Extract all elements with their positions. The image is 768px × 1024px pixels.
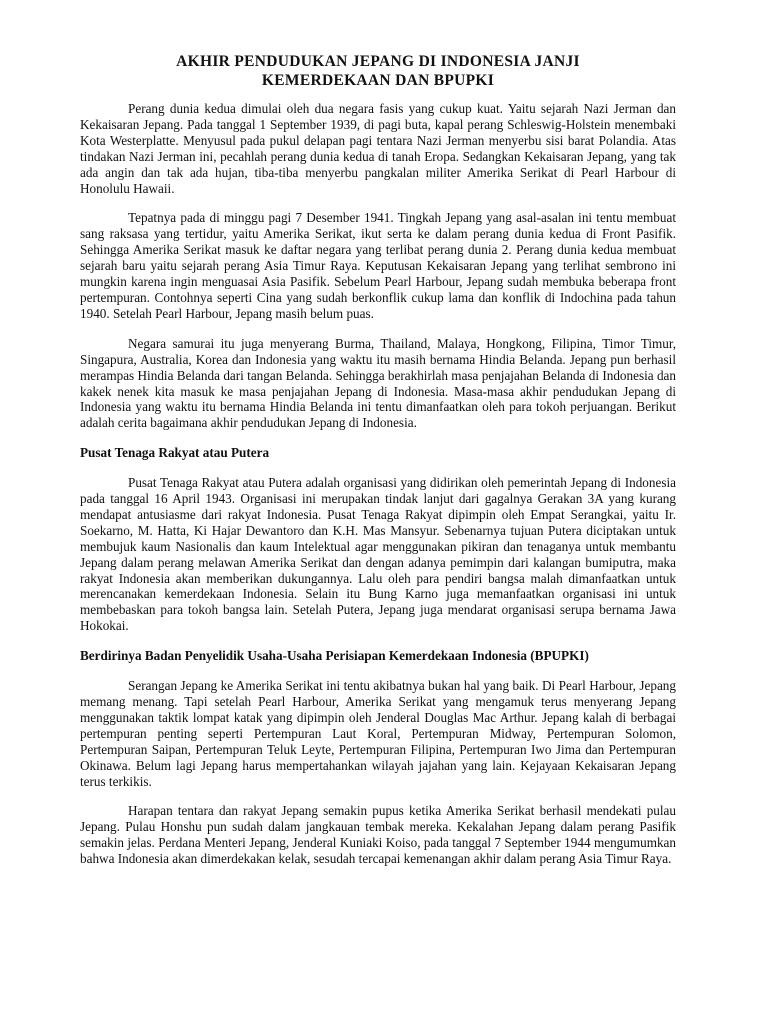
page-title [80,52,676,90]
paragraph-putera: Pusat Tenaga Rakyat atau Putera adalah organisasi yang didirikan oleh pemerintah Jepang di Indonesia pada tanggal 16 April 1943. Organisasi ini merupakan tindak lanjut dari gagalnya Gerakan 3A yang kurang mendapat antusiasme dari rakyat Indonesia. Pusat Tenaga Rakyat dipimpin oleh Empat Serangkai, yaitu Ir. Soekarno, M. Hatta, Ki Hajar Dewantoro dan K.H. Mas Mansyur. Sebenarnya tujuan Putera diciptakan untuk membujuk kaum Nasionalis dan kaum Intelektual agar menggunakan pikiran dan tenaganya untuk membantu Jepang dalam perang melawan Amerika Serikat dan dengan adanya pemimpin dari kalangan bumiputra, maka rakyat Indonesia akan memberikan dukungannya. Lalu oleh para pendiri bangsa malah dimanfaatkan untuk merencanakan kemerdekaan Indonesia. Selain itu Bung Karno juga memanfaatkan organisasi ini untuk membebaskan para tokoh bangsa lain. Setelah Putera, Jepang juga mendarat organisasi serupa bernama Jawa Hokokai. [80,475,676,634]
paragraph-bpupki-1: Serangan Jepang ke Amerika Serikat ini tentu akibatnya bukan hal yang baik. Di Pearl Harbour, Jepang memang menang. Tapi setelah Pearl Harbour, Amerika Serikat yang mengamuk terus menyerang Jepang menggunakan taktik lompat katak yang dipimpin oleh Jenderal Douglas Mac Arthur. Jepang kalah di berbagai pertempuran penting seperti Pertempuran Laut Koral, Pertempuran Midway, Pertempuran Solomon, Pertempuran Saipan, Pertempuran Teluk Leyte, Pertempuran Filipina, Pertempuran Iwo Jima dan Pertempuran Okinawa. Belum lagi Jepang harus mempertahankan wilayah jajahan yang lain. Kejayaan Kekaisaran Jepang terus terkikis. [80,678,676,789]
paragraph-bpupki-2: Harapan tentara dan rakyat Jepang semakin pupus ketika Amerika Serikat berhasil mendekati pulau Jepang. Pulau Honshu pun sudah dalam jangkauan tembak mereka. Kekalahan Jepang dalam perang Pasifik semakin jelas. Perdana Menteri Jepang, Jenderal Kuniaki Koiso, pada tanggal 7 September 1944 mengumumkan bahwa Indonesia akan dimerdekakan kelak, sesudah tercapai kemenangan akhir dalam perang Asia Timur Raya. [80,803,676,867]
title-line-2: KEMERDEKAAN DAN BPUPKI [261,72,495,89]
section-heading-bpupki: Berdirinya Badan Penyelidik Usaha-Usaha Perisiapan Kemerdekaan Indonesia (BPUPKI) [80,648,589,664]
paragraph-2: Tepatnya pada di minggu pagi 7 Desember 1941. Tingkah Jepang yang asal-asalan ini tentu membuat sang raksasa yang tertidur, yaitu Amerika Serikat, ikut serta ke dalam perang dunia kedua di Front Pasifik. Sehingga Amerika Serikat masuk ke daftar negara yang terlibat perang dunia 2. Perang dunia kedua membuat sejarah baru yaitu sejarah perang Asia Timur Raya. Keputusan Kekaisaran Jepang yang terlihat sembrono ini mungkin karena ingin menguasai Asia Pasifik. Sebelum Pearl Harbour, Jepang sudah membuka beberapa front pertempuran. Contohnya seperti Cina yang sudah berkonflik cukup lama dan konflik di Indochina pada tahun 1940. Setelah Pearl Harbour, Jepang masih belum puas. [80,210,676,321]
document-page [80,52,676,881]
paragraph-3: Negara samurai itu juga menyerang Burma, Thailand, Malaya, Hongkong, Filipina, Timor Timur, Singapura, Australia, Korea dan Indonesia yang waktu itu masih bernama Hindia Belanda. Jepang pun berhasil merampas Hindia Belanda dari tangan Belanda. Sehingga berakhirlah masa penjajahan Belanda di Indonesia dan kakek nenek kita masuk ke masa penjajahan Jepang di Indonesia. Masa-masa akhir pendudukan Jepang di Indonesia yang waktu itu bernama Hindia Belanda ini tentu dimanfaatkan oleh para tokoh perjuangan. Berikut adalah cerita bagaimana akhir pendudukan Jepang di Indonesia. [80,335,676,431]
paragraph-1: Perang dunia kedua dimulai oleh dua negara fasis yang cukup kuat. Yaitu sejarah Nazi Jerman dan Kekaisaran Jepang. Pada tanggal 1 September 1939, di pagi buta, kapal perang Schleswig-Holstein menembaki Kota Westerplatte. Menyusul pada pukul delapan pagi tentara Nazi Jerman menyerbu sisi barat Polandia. Atas tindakan Nazi Jerman ini, pecahlah perang dunia kedua di tanah Eropa. Sedangkan Kekaisaran Jepang, yang tak ada angin dan tak ada hujan, tiba-tiba menyerbu pangkalan militer Amerika Serikat di Pearl Harbour di Honolulu Hawaii. [80,101,676,196]
section-heading-putera: Pusat Tenaga Rakyat atau Putera [80,445,270,461]
title-line-1: AKHIR PENDUDUKAN JEPANG DI INDONESIA JANJI [176,53,580,70]
